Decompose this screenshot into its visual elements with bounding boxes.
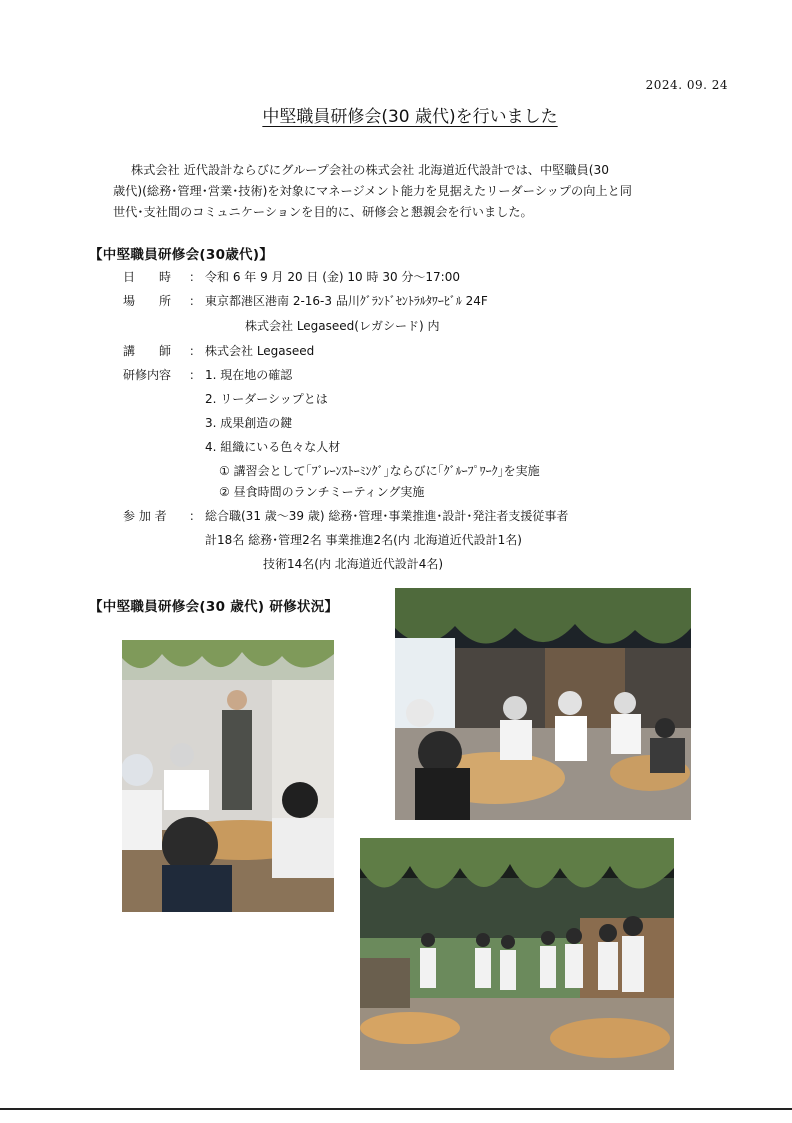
place-value-line-1: 東京都港区港南 2-16-3 品川ｸﾞﾗﾝﾄﾞｾﾝﾄﾗﾙﾀﾜｰﾋﾞﾙ 24F — [205, 294, 488, 308]
section-heading-overview: 【中堅職員研修会(30歳代)】 — [89, 247, 274, 263]
lecturer-value: 株式会社 Legaseed — [205, 344, 315, 358]
colon: ： — [189, 344, 202, 358]
photo-lecture-room — [122, 640, 334, 912]
page-title: 中堅職員研修会(30 歳代)を行いました — [262, 107, 558, 127]
participants-value-line-1: 総合職(31 歳～39 歳) 総務･管理･事業推進･設計･発注者支援従事者 — [205, 509, 569, 523]
intro-line-2: 歳代)(総務･管理･営業･技術)を対象にマネージメント能力を見据えたリーダーシップの向上と同 — [113, 184, 632, 198]
participants-value-line-2: 計18名 総務･管理2名 事業推進2名(内 北海道近代設計1名) — [205, 533, 522, 547]
photo-presentation — [360, 838, 674, 1070]
intro-line-1: 株式会社 近代設計ならびにグループ会社の株式会社 北海道近代設計では、中堅職員(30 — [131, 163, 609, 177]
colon: ： — [189, 509, 202, 523]
date-label: 日 時 — [123, 270, 172, 284]
date-value: 令和 6 年 9 月 20 日 (金) 10 時 30 分～17:00 — [205, 270, 460, 284]
intro-paragraph — [113, 160, 691, 223]
content-item-3: 3. 成果創造の鍵 — [205, 416, 293, 430]
content-label: 研修内容 — [123, 368, 172, 382]
content-item-4: 4. 組織にいる色々な人材 — [205, 440, 341, 454]
content-item-2: 2. リーダーシップとは — [205, 392, 328, 406]
lecturer-label: 講 師 — [123, 344, 172, 358]
content-note-1: ① 講習会として｢ﾌﾞﾚｰﾝｽﾄｰﾐﾝｸﾞ｣ならびに｢ｸﾞﾙｰﾌﾟﾜｰｸ｣を実施 — [219, 464, 540, 478]
section-heading-photos: 【中堅職員研修会(30 歳代) 研修状況】 — [89, 599, 339, 615]
document-date: 2024. 09. 24 — [645, 78, 728, 92]
participants-value-line-3: 技術14名(内 北海道近代設計4名) — [263, 557, 444, 571]
colon: ： — [189, 368, 202, 382]
photo-group-discussion — [395, 588, 691, 820]
content-note-2: ② 昼食時間のランチミーティング実施 — [219, 485, 425, 499]
intro-line-3: 世代･支社間のコミュニケーションを目的に、研修会と懇親会を行いました。 — [113, 205, 533, 219]
participants-label: 参 加 者 — [123, 509, 167, 523]
place-value-line-2: 株式会社 Legaseed(レガシード) 内 — [245, 319, 440, 333]
content-item-1: 1. 現在地の確認 — [205, 368, 293, 382]
colon: ： — [189, 294, 202, 308]
colon: ： — [189, 270, 202, 284]
page-bottom-rule — [0, 1108, 792, 1110]
place-label: 場 所 — [123, 294, 172, 308]
